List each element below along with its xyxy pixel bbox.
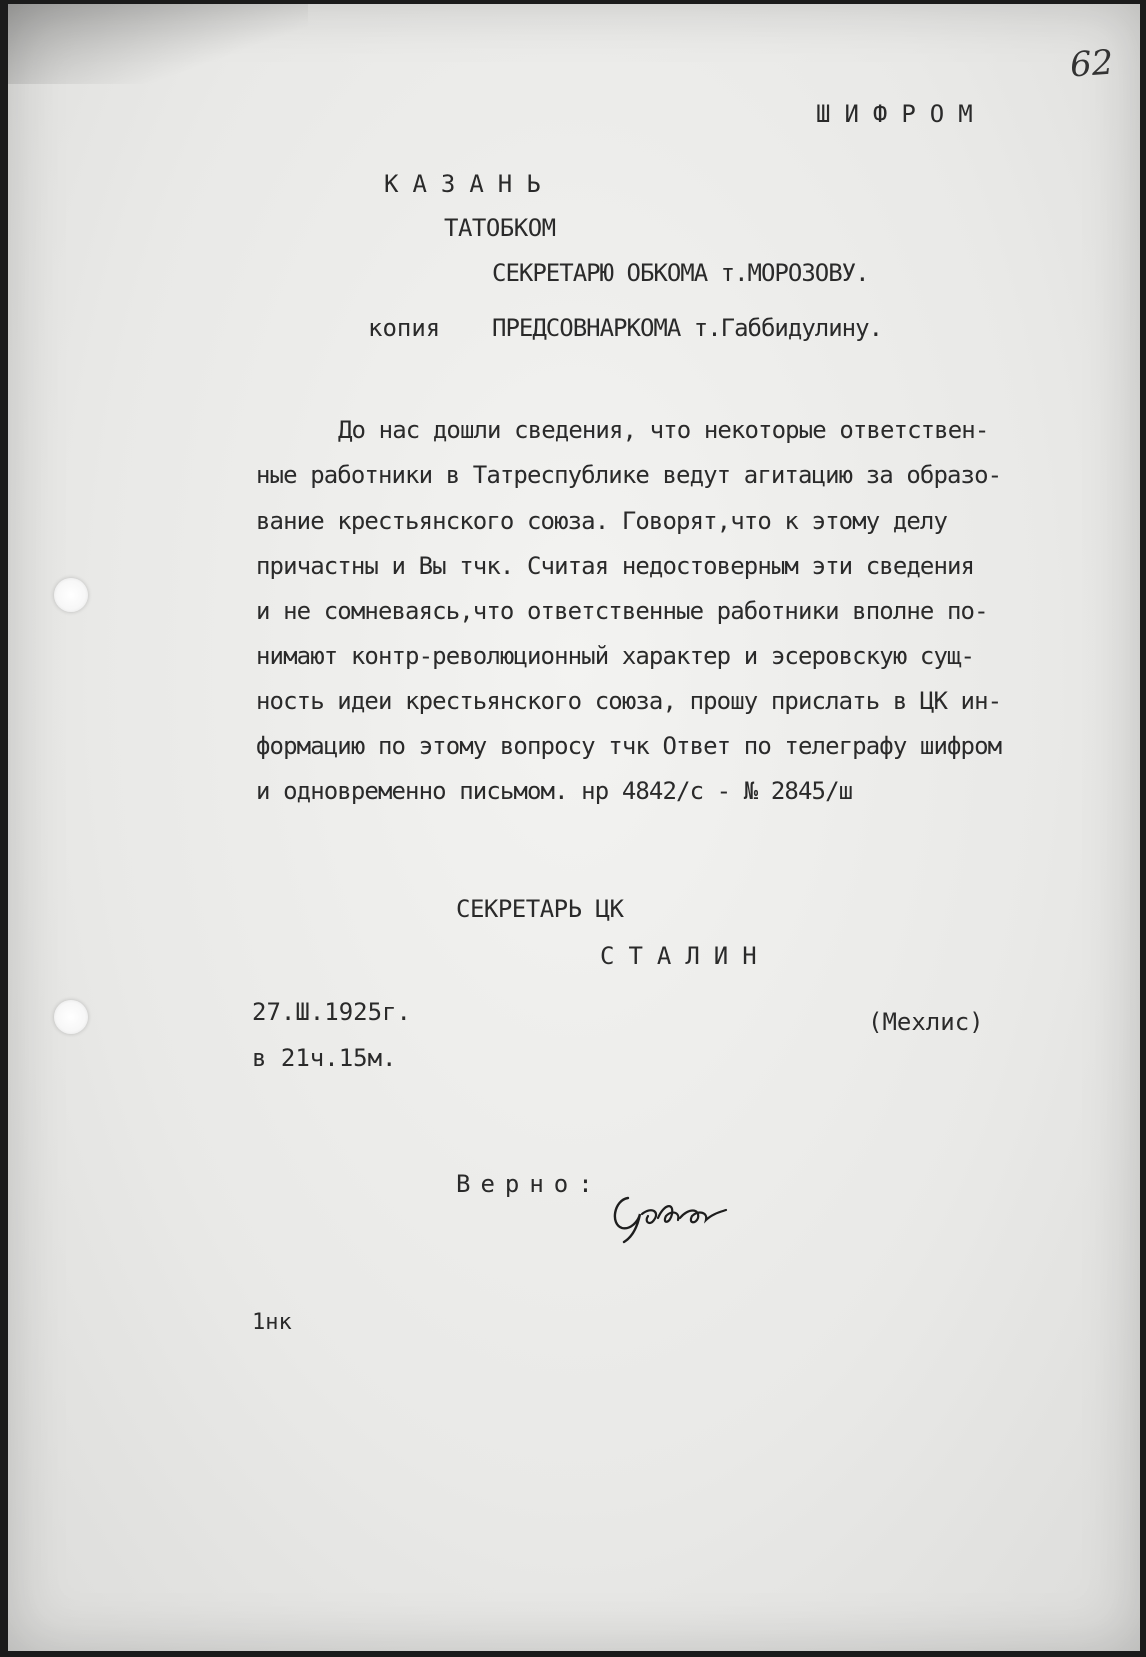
address-recipient: СЕКРЕТАРЮ ОБКОМА т.МОРОЗОВУ. bbox=[492, 259, 869, 287]
paper-fold-shadow bbox=[8, 4, 308, 84]
copy-label: копия bbox=[368, 314, 441, 342]
document-page bbox=[8, 4, 1140, 1651]
punch-hole-top bbox=[54, 578, 88, 612]
classification-header: ШИФРОМ bbox=[816, 100, 987, 128]
transmitter-name: (Мехлис) bbox=[868, 1008, 984, 1036]
body-line: ные работники в Татреспублике ведут агитацию за образо- bbox=[256, 461, 1002, 489]
body-line: причастны и Вы тчк. Считая недостоверным эти сведения bbox=[256, 552, 975, 580]
body-line: и одновременно письмом. нр 4842/с - № 2845/ш bbox=[256, 777, 853, 805]
address-org: ТАТОБКОМ bbox=[444, 214, 556, 242]
body-line: и не сомневаясь,что ответственные работники вполне по- bbox=[256, 597, 988, 625]
certification-label: Верно: bbox=[456, 1170, 603, 1198]
document-date: 27.Ш.1925г. bbox=[252, 998, 411, 1026]
copy-recipient: ПРЕДСОВНАРКОМА т.Габбидулину. bbox=[492, 314, 883, 342]
body-line: нимают контр-революционный характер и эсеровскую сущ- bbox=[256, 642, 975, 670]
body-line: вание крестьянского союза. Говорят,что к этому делу bbox=[256, 507, 948, 535]
signatory-title: СЕКРЕТАРЬ ЦК bbox=[456, 895, 624, 923]
page-number: 62 bbox=[1068, 42, 1115, 86]
handwritten-signature bbox=[608, 1184, 738, 1244]
footer-code: 1нк bbox=[252, 1310, 292, 1335]
body-line: формацию по этому вопросу тчк Ответ по телеграфу шифром bbox=[256, 732, 1002, 760]
body-line: ность идеи крестьянского союза, прошу прислать в ЦК ин- bbox=[256, 687, 1002, 715]
address-city: КАЗАНЬ bbox=[384, 170, 555, 198]
body-line: До нас дошли сведения, что некоторые ответствен- bbox=[338, 416, 989, 444]
signatory-name: СТАЛИН bbox=[600, 942, 771, 970]
document-time: в 21ч.15м. bbox=[252, 1044, 397, 1072]
punch-hole-bottom bbox=[54, 1000, 88, 1034]
